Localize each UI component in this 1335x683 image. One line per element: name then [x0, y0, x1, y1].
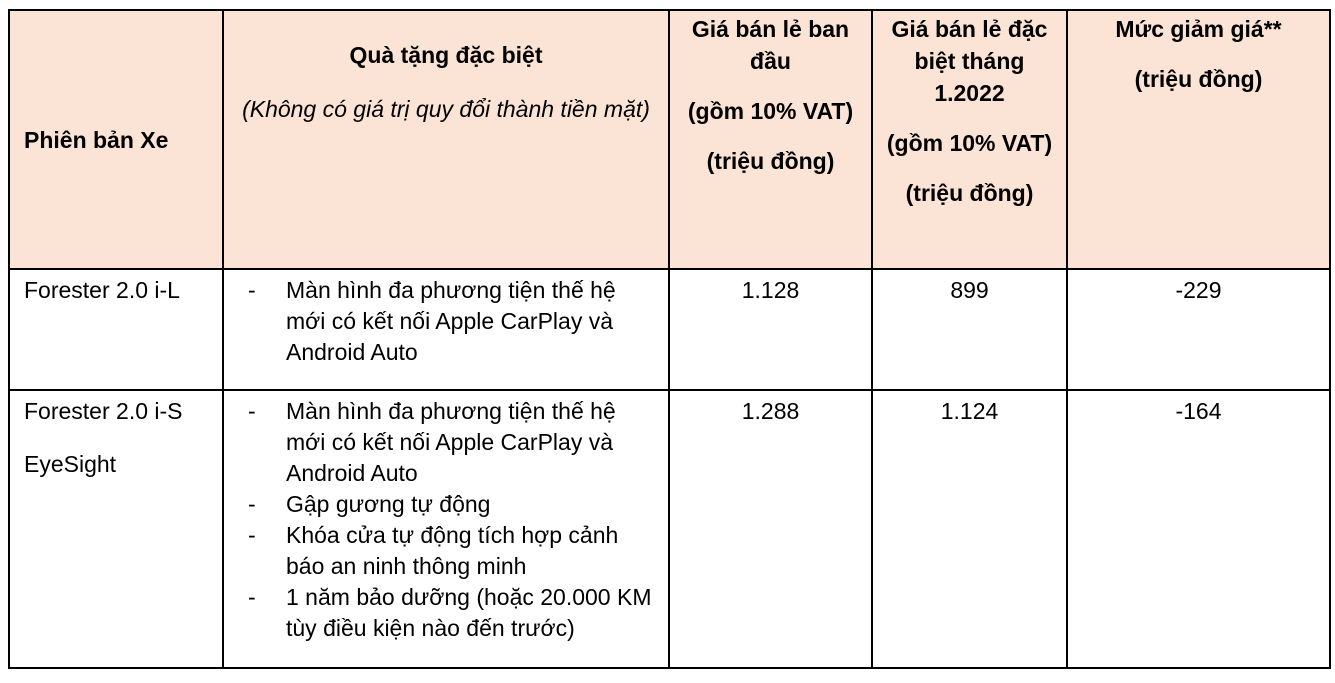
header-gift-note: (Không có giá trị quy đổi thành tiền mặt) — [242, 96, 650, 122]
special-price-cell: 899 — [872, 269, 1067, 390]
header-orig-price — [669, 10, 872, 269]
gift-item: - Màn hình đa phương tiện thế hệ mới có kết nối Apple CarPlay và Android Auto — [248, 275, 654, 368]
header-special-price-vat: (gồm 10% VAT) — [886, 130, 1053, 156]
header-version: Phiên bản Xe — [9, 10, 223, 269]
header-special-price — [872, 10, 1067, 269]
header-discount-unit: (triệu đồng) — [1134, 66, 1263, 92]
header-gift-title: Quà tặng đặc biệt — [349, 42, 543, 68]
table-row — [9, 269, 1330, 390]
gift-item: - 1 năm bảo dưỡng (hoặc 20.000 KM tùy điều kiện nào đến trước) — [248, 582, 654, 644]
header-discount-title: Mức giảm giá** — [1115, 16, 1282, 42]
gift-item: - Màn hình đa phương tiện thế hệ mới có kết nối Apple CarPlay và Android Auto — [248, 396, 654, 489]
header-orig-price-vat: (gồm 10% VAT) — [687, 98, 854, 124]
orig-price-cell: 1.128 — [669, 269, 872, 390]
discount-cell: -229 — [1067, 269, 1330, 390]
header-special-price-title: Giá bán lẻ đặc biệt tháng 1.2022 — [891, 16, 1048, 106]
orig-price-cell: 1.288 — [669, 390, 872, 668]
gift-cell — [223, 390, 669, 668]
version-name: Forester 2.0 i-S — [24, 398, 183, 424]
header-orig-price-title: Giá bán lẻ ban đầu — [691, 16, 850, 74]
version-cell — [9, 269, 223, 390]
gift-cell — [223, 269, 669, 390]
header-special-price-unit: (triệu đồng) — [905, 180, 1034, 206]
header-gift — [223, 10, 669, 269]
special-price-cell: 1.124 — [872, 390, 1067, 668]
version-cell — [9, 390, 223, 668]
table-row — [9, 390, 1330, 668]
version-name-suffix: EyeSight — [24, 451, 117, 477]
gift-item: - Khóa cửa tự động tích hợp cảnh báo an ninh thông minh — [248, 520, 654, 582]
discount-cell: -164 — [1067, 390, 1330, 668]
price-table — [8, 9, 1331, 669]
gift-item: - Gập gương tự động — [248, 489, 654, 520]
header-orig-price-unit: (triệu đồng) — [706, 148, 835, 174]
header-row — [9, 10, 1330, 269]
version-name: Forester 2.0 i-L — [24, 277, 180, 303]
header-discount — [1067, 10, 1330, 269]
